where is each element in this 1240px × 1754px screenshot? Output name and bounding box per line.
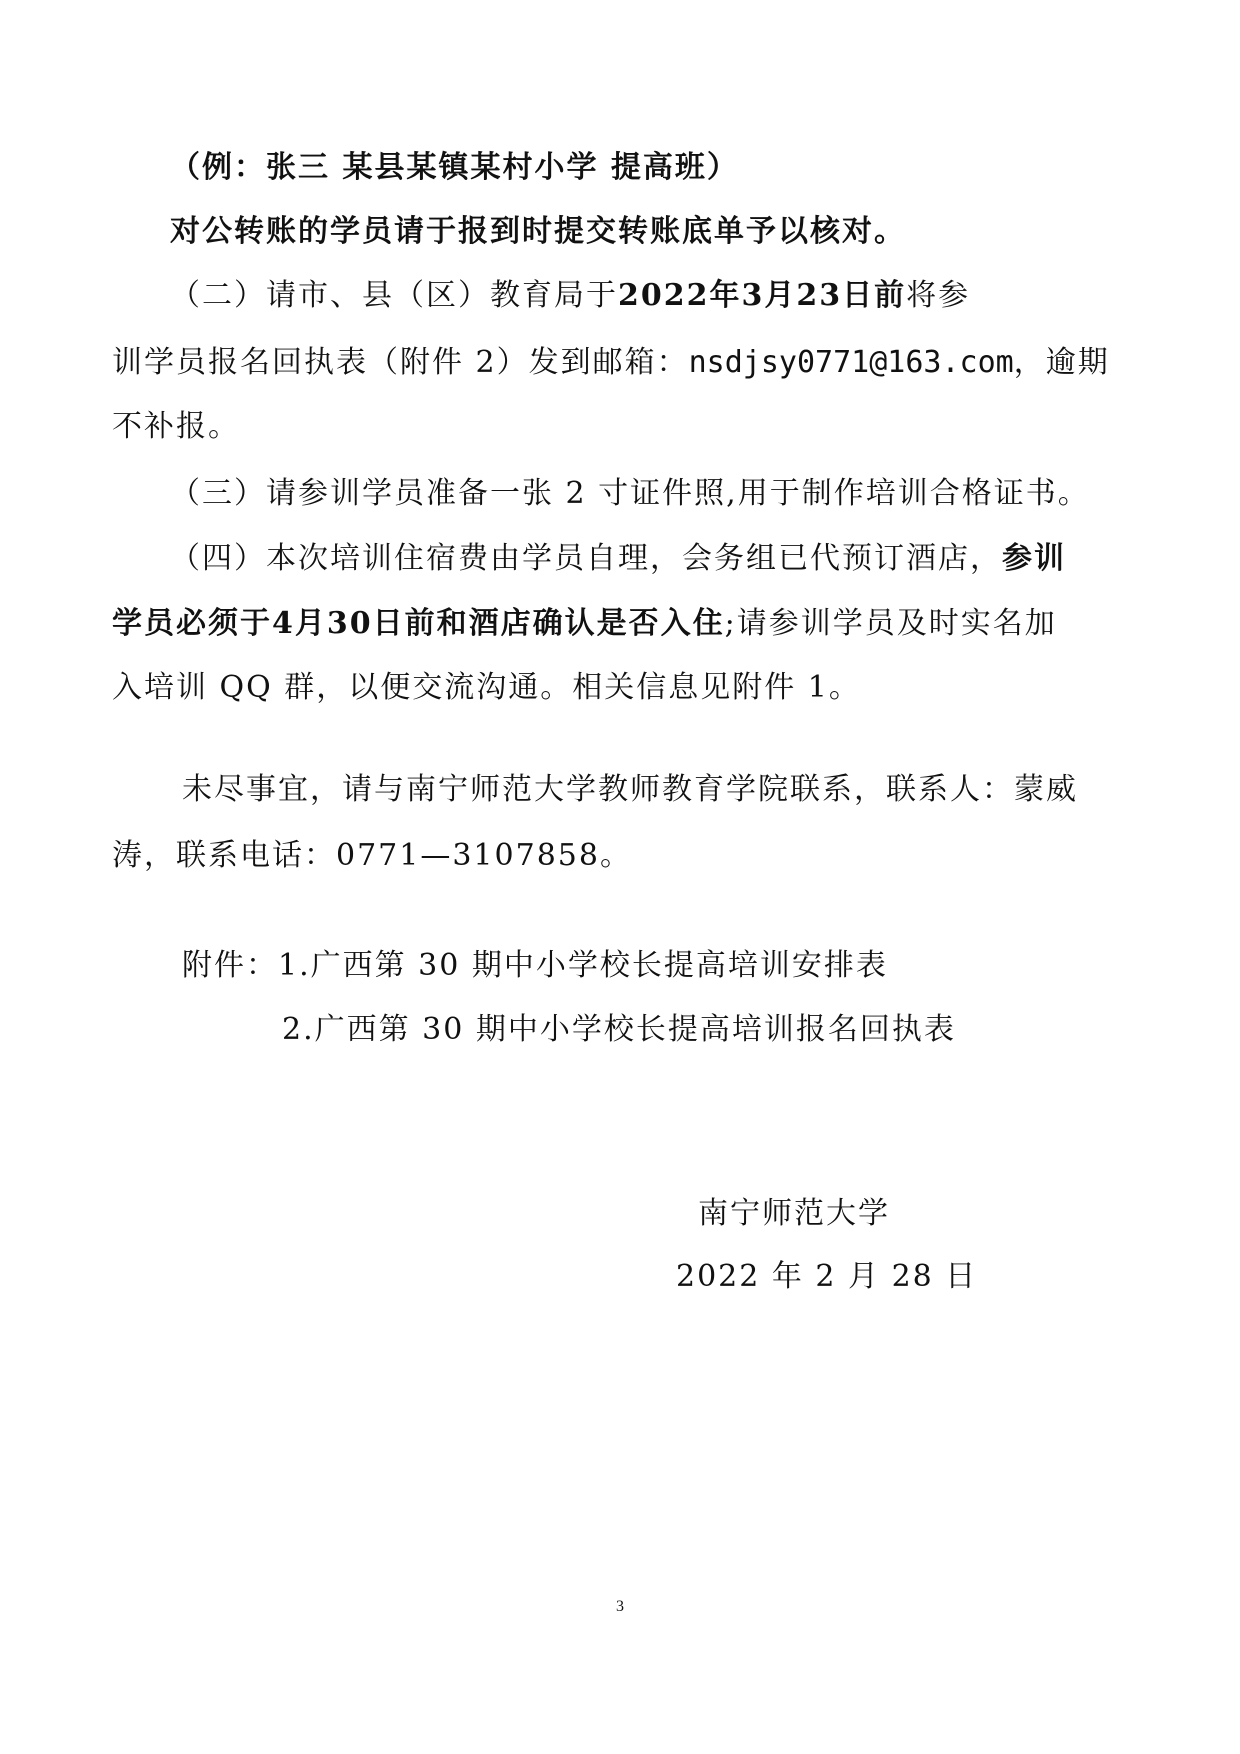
- contact-line2: 涛，联系电话：0771—3107858。: [112, 838, 632, 873]
- item3-line: （三）请参训学员准备一张 2 寸证件照,用于制作培训合格证书。: [170, 476, 1090, 511]
- item4-line1-bold: 参训: [1002, 541, 1066, 576]
- contact-line1: 未尽事宜，请与南宁师范大学教师教育学院联系，联系人：蒙威: [182, 772, 1078, 807]
- item4-line2-bold: 学员必须于4月30日前和酒店确认是否入住: [112, 606, 725, 641]
- item2-date: 2022年3月23日前: [618, 278, 907, 313]
- item2-suffix: 将参: [906, 278, 971, 313]
- attachment-1: 附件：1.广西第 30 期中小学校长提高培训安排表: [182, 948, 888, 983]
- item4-line1: [170, 539, 1066, 579]
- item4-line3: 入培训 QQ 群，以便交流沟通。相关信息见附件 1。: [112, 670, 861, 705]
- item2-email: nsdjsy0771@163.com: [688, 345, 1014, 380]
- transfer-note: 对公转账的学员请于报到时提交转账底单予以核对。: [170, 214, 906, 249]
- signature-date: 2022 年 2 月 28 日: [676, 1259, 978, 1294]
- signature-org: 南宁师范大学: [698, 1196, 890, 1231]
- item2-prefix: （二）请市、县（区）教育局于: [170, 278, 618, 313]
- item4-line2-normal: ;请参训学员及时实名加: [724, 606, 1057, 641]
- item4-line2: [112, 604, 1057, 644]
- example-line: （例：张三 某县某镇某村小学 提高班）: [170, 150, 739, 185]
- item2-line1: [170, 276, 970, 316]
- item2-line2: [112, 343, 1110, 383]
- item2-line3: 不补报。: [112, 409, 240, 444]
- page-number: 3: [616, 1598, 624, 1615]
- item4-line1-normal: （四）本次培训住宿费由学员自理，会务组已代预订酒店，: [170, 541, 1002, 576]
- item2-line2-text: 训学员报名回执表（附件 2）发到邮箱：: [112, 345, 689, 380]
- attachment-2: 2.广西第 30 期中小学校长提高培训报名回执表: [282, 1012, 956, 1047]
- item2-line2-end: ，逾期: [1013, 345, 1110, 380]
